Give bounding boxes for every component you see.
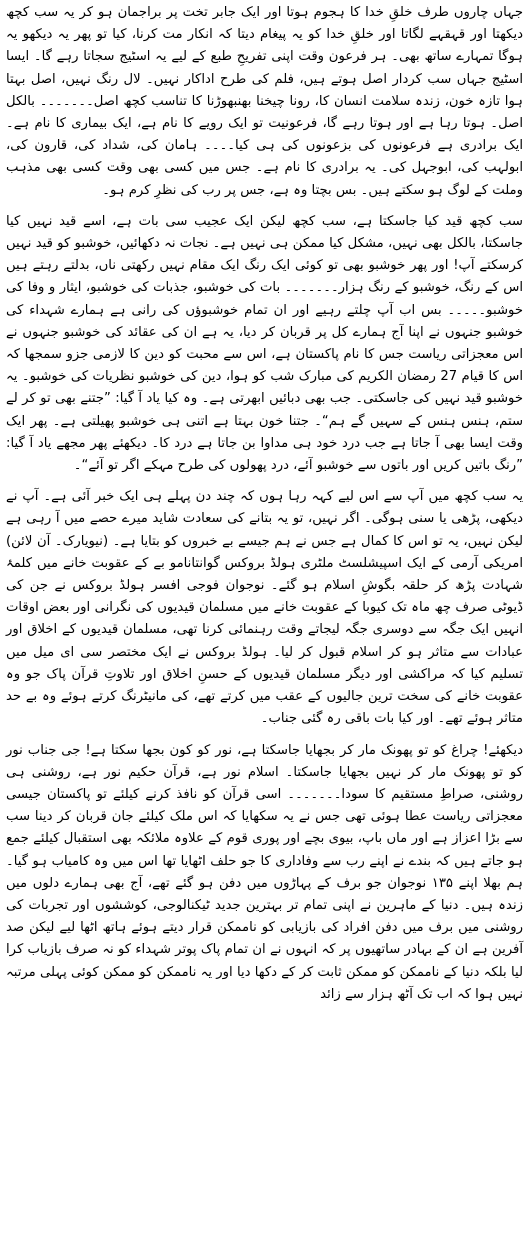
article-paragraph: دیکھئے! چراغ کو تو پھونک مار کر بجھایا جاسکتا ہے، نور کو کون بجھا سکتا ہے! جی جناب نور کو تو پھونک مار کر نہیں بجھایا جاسکتا۔ اسلام نور ہے، قرآن حکیم نور ہے، روشنی ہی روشنی، صراطِ مستقیم کا سودا۔۔۔۔۔۔۔ اسی قرآن کو نافذ کرنے کیلئے تو پاکستان جیسی معجزاتی ریاست عطا ہوئی تھی جس نے یہ سکھایا کہ اس ملک کیلئے جان قربان کر دینا سب سے بڑا اعزاز ہے اور ماں باپ، بیوی بچے اور پوری قوم کے علاوہ ملائکہ بھی استقبال کیلئے جمع ہو جاتے ہیں کہ بندے نے اپنے رب سے وفاداری کا جو حلف اٹھایا تھا اس میں وہ کامیاب ہو گیا۔ ہم بھلا اپنے ۱۳۵ نوجوان جو برف کے پہاڑوں میں دفن ہو گئے تھے، آج بھی ہمارے دلوں میں زندہ ہیں۔ دنیا کے ماہرین نے اپنی تمام تر بہترین جدید ٹیکنالوجی، کوششوں اور تجربات کی روشنی میں برف میں دفن افراد کی بازیابی کو ناممکن قرار دیتے ہوئے ہاتھ اٹھا لیے لیکن صد آفرین ہے ان کے بہادر ساتھیوں پر کہ انہوں نے ان تمام پاک پوتر شہداء کو نہ صرف بازیاب کرا لیا بلکہ دنیا کے ناممکن کو ممکن ثابت کر کے دکھا دیا اور یہ ناممکن کو ممکن کوئی پہلی مرتبہ نہیں ہوا کہ اب تک آٹھ ہزار سے زائد [6, 742, 523, 1002]
article-paragraph: جہاں چاروں طرف خلقِ خدا کا ہجوم ہوتا اور ایک جابر تخت پر براجمان ہو کر یہ سب کچھ دیکھتا اور قہقہے لگاتا اور خلقِ خدا کو یہ پیغام دیتا کہ انکار مت کرنا، کیا تو پھر یہ دیکھو یہ ہوگا تمہارے ساتھ بھی۔ ہر فرعون وقت اپنی تفریحِ طبع کے لیے یہ اسٹیج سجاتا رہے گا۔ ایسا اسٹیج جہاں سب کردار اصل ہوتے ہیں، فلم کی طرح اداکار نہیں۔ لال رنگ نہیں، اصل بہتا ہوا تازہ خون، زندہ سلامت انسان کا، رونا چیخنا بھنبھوڑنا کا تناسب کچھ اصل۔۔۔۔۔۔۔ بالکل اصل۔ ہوتا رہا ہے اور ہوتا رہے گا، فرعونیت تو ایک رویے کا نام ہے، ایک بیماری کا نام ہے۔ ایک برادری ہے فرعونوں کی بزعونوں کی ہی کیا۔۔۔۔ ہامان کی، شداد کی، قارون کی، ابولہب کی، ابوجہل کی۔ یہ برادری کا نام ہے۔ جس میں کسی بھی وقت کسی بھی مذہب وملت کے لوگ ہو سکتے ہیں۔ بس بچتا وہ ہے، جس پر رب کی نظرِ کرم ہو۔ [6, 5, 523, 198]
article-paragraph: سب کچھ قید کیا جاسکتا ہے، سب کچھ لیکن ایک عجیب سی بات ہے، اسے قید نہیں کیا جاسکتا، بالکل بھی نہیں، مشکل کیا ممکن ہی نہیں ہے۔ نجات نہ دکھائیں، خوشبو کو قید نہیں کرسکتے آپ! اور پھر خوشبو بھی تو کوئی ایک رنگ ایک مقام نہیں رکھتی ناں، بدلتے رہتے ہیں اس کے رنگ، خوشبو کے رنگ ہزار۔۔۔۔۔۔۔ بات کی خوشبو، جذبات کی خوشبو، ایثار و وفا کی خوشبو۔۔۔۔۔ بس اب آپ چلتے رہیے اور ان تمام خوشبوؤں کی رانی ہے ہمارے شہداء کی خوشبو جنہوں نے اپنا آج ہمارے کل پر قربان کر دیا، یہ ہے ان کی عقائد کی خوشبو جنہوں نے اس معجزاتی ریاست جس کا نام پاکستان ہے، اس سے محبت کو دین کا لازمی جزو سمجھا کہ اس کا قیام 27 رمضان الکریم کی مبارک شب کو ہوا، دین کی خوشبو نظریات کی خوشبو۔ یہ خوشبو قید نہیں کی جاسکتی۔ جب بھی دبائیں ابھرتی ہے۔ وہ کیا یاد آ گیا: ”جتنے بھی تو کر لے ستم، ہنس ہنس کے سہیں گے ہم“۔ جتنا خون بہتا ہے اتنی ہی خوشبو پھیلتی ہے۔ پھر ایک وقت ایسا بھی آ جاتا ہے جب درد خود ہی مداوا بن جاتا ہے درد کا۔ دیکھئے پھر مجھے یاد آ گیا: ”رنگ باتیں کریں اور باتوں سے خوشبو آئے، درد پھولوں کی طرح مہکے اگر تو آئے“۔ [6, 213, 523, 474]
article-paragraph: یہ سب کچھ میں آپ سے اس لیے کہہ رہا ہوں کہ چند دن پہلے ہی ایک خبر آئی ہے۔ آپ نے دیکھی، پڑھی یا سنی ہوگی۔ اگر نہیں، تو یہ بتانے کی سعادت شاید میرے حصے میں آ رہی ہے لیکن نہیں، یہ تو اس کا کمال ہے جس نے ہم جیسے بے خبروں کو بتایا ہے۔ (نیویارک۔ آن لائن) امریکی آرمی کے ایک اسپیشلسٹ ملٹری ہولڈ بروکس گوانتانامو بے کے عقوبت خانے میں کلمۂ شہادت پڑھ کر حلقہ بگوشِ اسلام ہو گئے۔ نوجوان فوجی افسر ہولڈ بروکس نے جن کی ڈیوٹی صرف چھ ماہ تک کیوبا کے عقوبت خانے میں مسلمان قیدیوں کی نگرانی اور بعض اوقات انہیں ایک جگہ سے دوسری جگہ لیجاتے وقت رہنمائی کرنا تھی، مسلمان قیدیوں کے اخلاق اور عبادات سے متاثر ہو کر اسلام قبول کر لیا۔ ہولڈ بروکس نے ایک مختصر سی ای میل میں تسلیم کیا کہ مراکشی اور دیگر مسلمان قیدیوں کے حسنِ اخلاق اور تلاوتِ قرآن پاک جو وہ عقوبت خانے کی سخت ترین جالیوں کے عقب میں کرتے تھے، کی مانیٹرنگ کرتے ہوئے وہ بے حد متاثر ہوئے تھے۔ اور کیا بات باقی رہ گئی جناب۔ [6, 489, 523, 727]
